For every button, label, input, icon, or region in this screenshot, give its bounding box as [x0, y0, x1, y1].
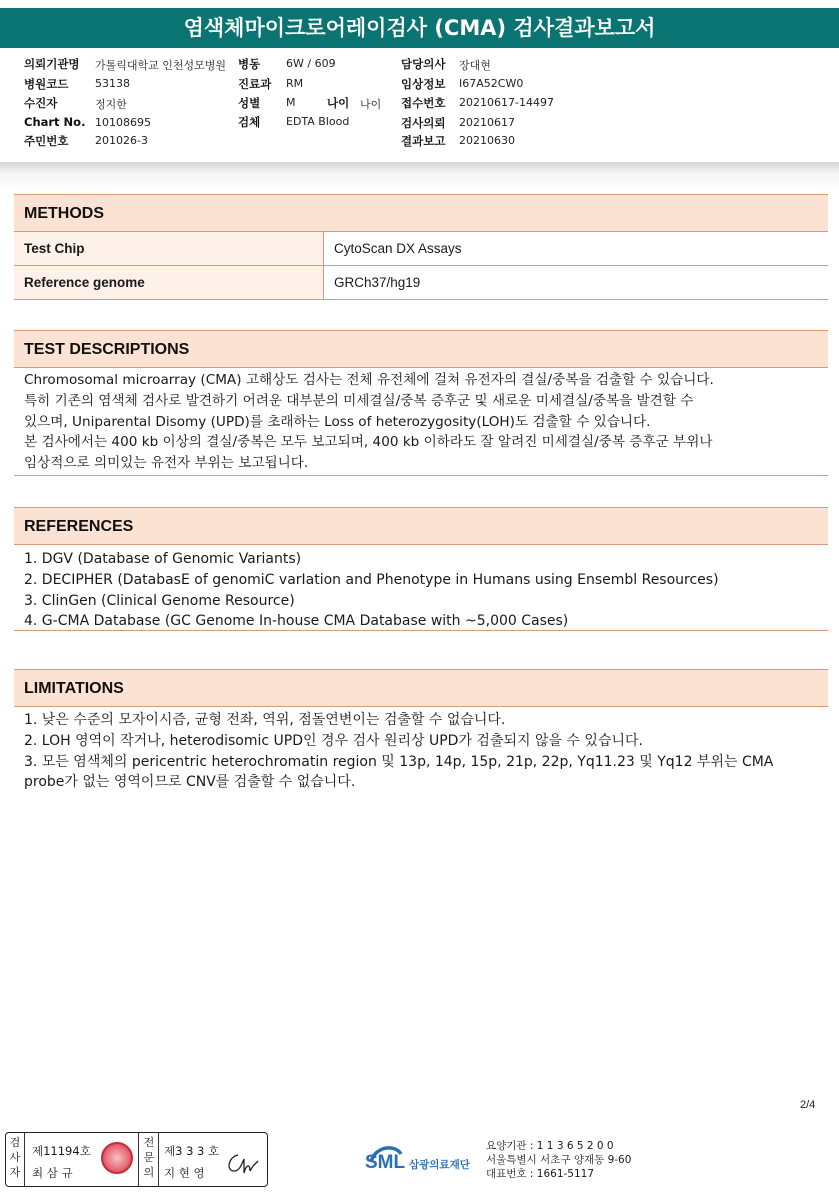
page-number: 2/4	[800, 1099, 816, 1111]
methods-heading: METHODS	[14, 194, 828, 232]
info-sex: 성별	[238, 96, 261, 110]
info-chart-no: Chart No.	[24, 115, 86, 129]
limitations-heading: LIMITATIONS	[14, 669, 828, 707]
reference-item: 3. ClinGen (Clinical Genome Resource)	[24, 592, 295, 609]
info-receipt-no-value: 20210617-14497	[459, 96, 554, 109]
description-line: Chromosomal microarray (CMA) 고해상도 검사는 전체 유전체에 걸쳐 유전자의 결실/중복을 검출할 수 있습니다.	[24, 372, 714, 388]
reviewer-license: 제3 3 3 호	[164, 1144, 220, 1158]
methods-value: CytoScan DX Assays	[334, 241, 462, 256]
references-list	[14, 549, 828, 631]
info-patient-value: 정지한	[95, 98, 127, 111]
reviewer-name: 지 현 영	[164, 1166, 205, 1180]
info-institution-value: 가톨릭대학교 인천성모병원	[95, 59, 227, 72]
methods-label: Reference genome	[14, 266, 324, 299]
info-request-date: 검사의뢰	[401, 116, 446, 130]
report-title: 염색체마이크로어레이검사 (CMA) 검사결과보고서	[0, 8, 839, 48]
signature-icon	[224, 1149, 262, 1177]
info-institution: 의뢰기관명	[24, 57, 80, 71]
limitation-item: 1. 낮은 수준의 모자이시즘, 균형 전좌, 역위, 점돌연변이는 검출할 수 없습니다.	[24, 712, 506, 728]
info-specimen: 검체	[238, 115, 261, 129]
description-line: 특히 기존의 염색체 검사로 발견하기 어려운 대부분의 미세결실/중복 증후군 및 새로운 미세결실/중복을 발견할 수	[24, 392, 694, 409]
info-hospital-code: 병원코드	[24, 77, 69, 91]
lab-info	[486, 1139, 631, 1181]
info-ward: 병동	[238, 57, 261, 71]
info-patient: 수진자	[24, 96, 58, 110]
divider	[138, 1133, 139, 1186]
limitations-list	[14, 710, 828, 796]
test-descriptions-body	[14, 370, 828, 476]
header-divider	[0, 162, 839, 190]
info-specimen-value: EDTA Blood	[286, 115, 350, 128]
tester-label: 검 사 자	[9, 1136, 21, 1179]
description-line: 임상적으로 의미있는 유전자 부위는 보고됩니다.	[24, 455, 309, 472]
limitation-item: 3. 모든 염색체의 pericentric heterochromatin region 및 13p, 14p, 15p, 21p, 22p, Yq11.23 및 Yq12 부위는 CMA probe가 없는 영역이므로 CNV를 검출할 수 없습니다.	[24, 753, 774, 791]
info-clinical-value: I67A52CW0	[459, 77, 524, 90]
info-age: 나이	[327, 96, 350, 110]
reviewer-label: 전 문 의	[143, 1136, 155, 1179]
info-physician-value: 장대현	[459, 59, 491, 72]
patient-info	[0, 52, 839, 162]
sml-logo	[365, 1140, 477, 1174]
lab-address: 서울특별시 서초구 양재동 9-60	[486, 1154, 632, 1166]
logo-org-name: 삼광의료재단	[409, 1159, 470, 1171]
tester-license: 제11194호	[32, 1144, 91, 1158]
info-report-date: 결과보고	[401, 134, 446, 148]
reference-item: 2. DECIPHER (DatabasE of genomiC varIation and Phenotype in Humans using Ensembl Resources)	[24, 571, 719, 588]
description-line: 본 검사에서는 400 kb 이상의 결실/중복은 모두 보고되며, 400 kb 이하라도 잘 알려진 미세결실/중복 증후군 부위나	[24, 434, 713, 451]
methods-row	[14, 266, 828, 300]
lab-phone: 대표번호 : 1661-5117	[486, 1168, 595, 1180]
info-physician: 담당의사	[401, 57, 446, 71]
signature-box	[5, 1132, 268, 1187]
test-descriptions-heading: TEST DESCRIPTIONS	[14, 330, 828, 368]
methods-value: GRCh37/hg19	[334, 275, 421, 290]
info-department-value: RM	[286, 77, 304, 90]
methods-label: Test Chip	[14, 232, 324, 265]
info-age-value: 나이	[360, 98, 382, 111]
methods-table	[14, 232, 828, 300]
info-hospital-code-value: 53138	[95, 77, 130, 90]
logo-text: SML	[365, 1152, 406, 1173]
lab-code: 요양기관 : 1 1 3 6 5 2 0 0	[486, 1140, 614, 1152]
tester-name: 최 삼 규	[32, 1166, 73, 1180]
info-resident-no-value: 201026-3	[95, 134, 148, 147]
info-ward-value: 6W / 609	[286, 57, 336, 70]
reference-item: 1. DGV (Database of Genomic Variants)	[24, 551, 302, 567]
info-report-date-value: 20210630	[459, 134, 515, 147]
methods-row	[14, 232, 828, 266]
divider	[24, 1133, 25, 1186]
reference-item: 4. G-CMA Database (GC Genome In-house CMA Database with ~5,000 Cases)	[24, 613, 569, 630]
divider	[158, 1133, 159, 1186]
seal-icon	[101, 1142, 133, 1174]
info-receipt-no: 접수번호	[401, 96, 446, 110]
report-footer	[0, 1128, 839, 1188]
info-request-date-value: 20210617	[459, 116, 515, 129]
description-line: 있으며, Uniparental Disomy (UPD)를 초래하는 Loss of heterozygosity(LOH)도 검출할 수 있습니다.	[24, 413, 651, 430]
info-resident-no: 주민번호	[24, 134, 69, 148]
info-chart-no-value: 10108695	[95, 116, 151, 129]
info-department: 진료과	[238, 77, 272, 91]
references-heading: REFERENCES	[14, 507, 828, 545]
limitation-item: 2. LOH 영역이 작거나, heterodisomic UPD인 경우 검사 원리상 UPD가 검출되지 않을 수 있습니다.	[24, 732, 643, 749]
info-sex-value: M	[286, 96, 296, 109]
info-clinical: 임상정보	[401, 77, 446, 91]
